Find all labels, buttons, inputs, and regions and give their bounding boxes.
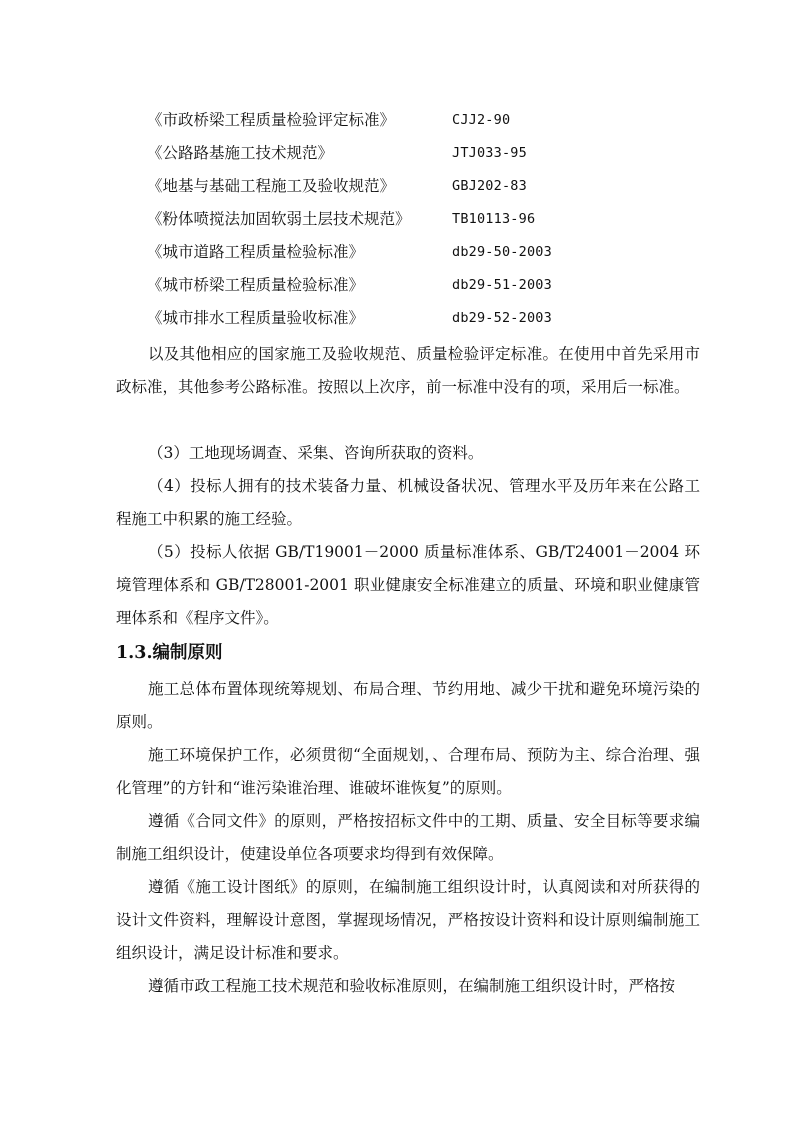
standard-name: 《城市排水工程质量验收标准》 [147, 309, 365, 327]
standard-code: JTJ033-95 [452, 145, 527, 161]
section-title: 编制原则 [152, 643, 223, 663]
principle-paragraph: 遵循市政工程施工技术规范和验收标准原则，在编制施工组织设计时，严格按 [148, 977, 676, 995]
standard-row [147, 104, 707, 137]
standard-code: GBJ202-83 [452, 178, 527, 194]
standard-row [147, 302, 707, 335]
section-number: 1.3. [116, 643, 153, 663]
standard-name: 《地基与基础工程施工及验收规范》 [147, 177, 396, 195]
standard-row [147, 170, 707, 203]
basis-paragraph-4: （4）投标人拥有的技术装备力量、机械设备状况、管理水平及历年来在公路工程施工中积累的施工经验。 [116, 477, 700, 528]
principle-paragraph: 遵循《合同文件》的原则，严格按招标文件中的工期、质量、安全目标等要求编制施工组织设计，使建设单位各项要求均得到有效保障。 [116, 812, 700, 863]
section-heading [116, 637, 223, 670]
basis-paragraph-3: （3）工地现场调查、采集、咨询所获取的资料。 [148, 444, 484, 462]
standard-name: 《公路路基施工技术规范》 [147, 144, 334, 162]
standard-code: CJJ2-90 [452, 112, 511, 128]
standard-row [147, 236, 707, 269]
standard-code: db29-51-2003 [452, 277, 552, 293]
principle-paragraph: 施工环境保护工作，必须贯彻“全面规划，、合理布局、预防为主、综合治理、强化管理”的方针和“谁污染谁治理、谁破坏谁恢复”的原则。 [116, 746, 700, 797]
standard-name: 《粉体喷搅法加固软弱土层技术规范》 [147, 210, 411, 228]
basis-paragraph-others: 以及其他相应的国家施工及验收规范、质量检验评定标准。在使用中首先采用市政标准，其他参考公路标准。按照以上次序，前一标准中没有的项，采用后一标准。 [116, 345, 700, 396]
standard-name: 《城市道路工程质量检验标准》 [147, 243, 365, 261]
basis-paragraph-5: （5）投标人依据 GB/T19001－2000 质量标准体系、GB/T24001－2004 环境管理体系和 GB/T28001-2001 职业健康安全标准建立的质量、环境和职业健康管理体系和《程序文件》。 [116, 543, 700, 627]
standard-code: db29-50-2003 [452, 244, 552, 260]
standard-code: TB10113-96 [452, 211, 536, 227]
standard-name: 《市政桥梁工程质量检验评定标准》 [147, 111, 396, 129]
standard-name: 《城市桥梁工程质量检验标准》 [147, 276, 365, 294]
principle-paragraph: 施工总体布置体现统筹规划、布局合理、节约用地、减少干扰和避免环境污染的原则。 [116, 680, 700, 731]
standard-row [147, 269, 707, 302]
standard-row [147, 203, 707, 236]
standard-row [147, 137, 707, 170]
standard-code: db29-52-2003 [452, 310, 552, 326]
standards-list [147, 104, 707, 335]
principle-paragraph: 遵循《施工设计图纸》的原则，在编制施工组织设计时，认真阅读和对所获得的设计文件资料，理解设计意图，掌握现场情况，严格按设计资料和设计原则编制施工组织设计，满足设计标准和要求。 [116, 878, 700, 962]
